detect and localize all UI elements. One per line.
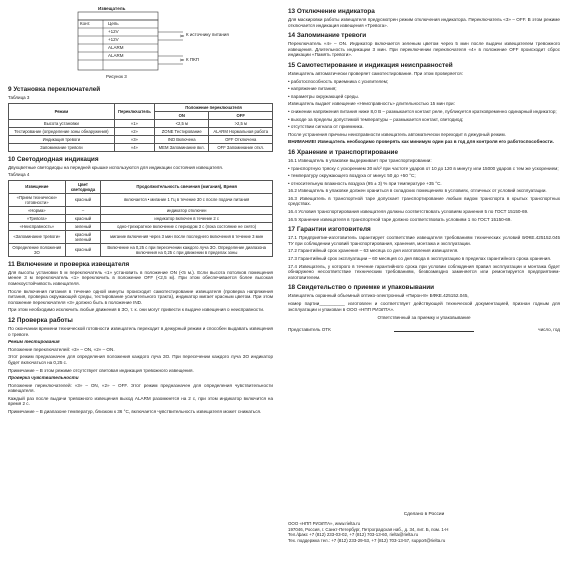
section-10-title: 10 Светодиодная индикация — [8, 155, 99, 163]
paragraph: Примечание – В этом режиме отсутствует световая индикация тревожного извещения. — [8, 367, 194, 373]
footer — [288, 512, 560, 543]
subheading: Режим тестирования — [8, 339, 60, 345]
signature-row — [288, 327, 560, 333]
paragraph: 16.5 Хранение извещателя в транспортной таре должно соответствовать условиям 1 по ГОСТ 15150-69. — [288, 216, 512, 222]
section-9-title: 9 Установка переключателей — [8, 86, 101, 93]
table-header: Продолжительность свечения (мигания), Время — [101, 180, 273, 193]
table-row — [9, 135, 273, 143]
footer-line: 197046, Россия, г. Санкт-Петербург, Петроградская наб., д. 34, лит. Б, пом. 1-Н — [288, 526, 449, 532]
section-16-title: 16 Хранение и транспортирование — [288, 148, 399, 156]
paragraph: 17.4 Извещатель, у которого в течение гарантийного срока при условии соблюдения правил эксплуатации и монтажа будет обнаружено несоответствие техническим требованиям, безвозмездно заменяется или ремонтируется предприятием-изготовителем. — [288, 263, 560, 280]
table-cell: красный — [65, 243, 101, 256]
paragraph: Этот режим предназначен для определения положения каждого луча ЗО. При пересечении каждого луча ЗО индикатор будет включаться на 0,25 с. — [8, 354, 273, 365]
table-row — [9, 206, 273, 214]
paragraph: номер партии__________ изготовлен и соответствует действующей технической документацией, признан годным для эксплуатации и упакован в ООО «НПП РИЭЛТА». — [288, 301, 560, 312]
table-cell: Определение положения ЗО — [9, 243, 66, 256]
table-cell: красный — [65, 214, 101, 222]
schematic-label: ALARM — [108, 53, 124, 58]
paragraph: После устранения причины неисправности извещатель автоматически переходит в дежурный режим. — [288, 131, 506, 137]
table-cell: красный — [65, 193, 101, 206]
paragraph: Переключатель «4» – ON. Индикатор включается зеленым цветом через 5 мин после выдачи извещателем тревожного извещения. Длительность индикации 3 мин. При переключении переключателя «4» в положение OFF происходит сброс индикации «Память тревоги». — [288, 41, 560, 58]
paragraph: 16.2 Извещатель в упаковке должен храниться в складских помещениях в условиях, отличных от условий эксплуатации. — [288, 188, 547, 194]
subheading: Проверка чувствительности — [8, 375, 79, 381]
table-row — [9, 243, 273, 256]
otk-label: Представитель ОТК — [288, 326, 331, 332]
table-cell: «1» — [114, 119, 154, 127]
table-3-caption: Таблица 3 — [8, 95, 30, 100]
paragraph: 17.3 Гарантийный срок эксплуатации – 60 месяцев со дня ввода в эксплуатацию в пределах гарантийного срока хранения. — [288, 256, 552, 262]
table-header: Положение переключателя — [155, 103, 273, 111]
list-item: • параметры окружающей среды. — [288, 93, 360, 99]
table-cell: «Тревога» — [9, 214, 66, 222]
signature-line — [394, 327, 474, 333]
list-item: • относительную влажность воздуха (95 ± 3) % при температуре +35 °С. — [288, 180, 442, 186]
table-header: Извещение — [9, 180, 66, 193]
table-cell: Включение на 0,25 с при пересечении каждого луча ЗО. Определение диапазона включения на 0,25 с при движении в пределах зоны — [101, 243, 273, 256]
table-cell: Индикация тревоги — [9, 135, 115, 143]
paragraph: 16.1 Извещатель в упаковке выдерживает при транспортировании: — [288, 157, 432, 163]
warning-text: ВНИМАНИЕ! Извещатель необходимо проверять как минимум один раз в год для контроля его работоспособности. — [288, 139, 554, 145]
table-cell: мигание включения через 3 мин после последнего включения в течение 3 мин — [101, 230, 273, 243]
paragraph: 17.1 Предприятие-изготовитель гарантирует соответствие извещателя требованиям технических условий БФКЕ.425152.045 ТУ при соблюдении условий транспортирования, хранения, монтажа и эксплуатации. — [288, 235, 560, 246]
paragraph: 16.3 Извещатель в транспортной таре допускает транспортирование любым видом транспорта в крытых транспортных средствах. — [288, 195, 560, 207]
figure-caption: Рисунок 3 — [106, 74, 127, 79]
table-cell: красный зеленый — [65, 230, 101, 243]
schematic-label: Конт. — [80, 21, 91, 26]
table-cell: IND Включена — [155, 135, 209, 143]
table-row — [9, 214, 273, 222]
table-header: Переключатель — [114, 103, 154, 119]
table-cell: «Неисправность» — [9, 222, 66, 230]
left-column — [8, 8, 273, 417]
paragraph: Положение переключателей: «3» – ON, «2» – OFF. Этот режим предназначен для определения чувствительности извещателя. — [8, 382, 273, 394]
table-cell: Высота установки — [9, 119, 115, 127]
table-header: Цвет светодиода — [65, 180, 101, 193]
table-cell: включается • мигание 1 Гц в течение 30 с после подачи питания — [101, 193, 273, 206]
section-15-title: 15 Самотестирование и индикация неисправностей — [288, 61, 453, 69]
wiring-schematic — [68, 6, 248, 80]
paragraph: Извещатель автоматически проверяет самотестирование. При этом проверяется: — [288, 70, 463, 76]
led-table — [8, 180, 273, 257]
list-item: • выходе за пределы допустимой температуры – размыкается контакт, светодиод; — [288, 116, 464, 122]
table-cell: «Прием технически» готовности» — [9, 193, 66, 206]
table-row — [9, 222, 273, 230]
table-cell: одно-трехкратное включение с периодом 3 с (пока состояние не снято) — [101, 222, 273, 230]
table-row — [9, 119, 273, 127]
paragraph: При этом необходимо исключить любые движения в ЗО, т. к. они могут привести к выдаче извещения о неисправности. — [8, 307, 265, 313]
switch-table — [8, 103, 273, 152]
footer-line: Тех. поддержка тел.: +7 (812) 233-29-53, +7 (812) 703-13-57, support@rielta.ru — [288, 537, 446, 543]
date-label: число, год — [538, 326, 560, 332]
table-header: ON — [155, 111, 209, 119]
schematic-label: ALARM — [108, 45, 124, 50]
paragraph: Положение переключателей: «3» – ON, «2» – ON. — [8, 346, 115, 352]
schematic-label: +12V — [108, 37, 119, 42]
table-row — [9, 193, 273, 206]
table-cell: «3» — [114, 135, 154, 143]
paragraph: По окончании времени технической готовности извещатель переходит в дежурный режим и способен выдавать извещения о тревоге. — [8, 325, 273, 337]
list-item: • отсутствии сигнала от приемника. — [288, 124, 364, 130]
paragraph: После включения питания в течение одной минуты происходит самотестирование извещателя (проверка напряжения питания, проверка окружающей среды, тестирование усилительного тракта), индикатор мигает красным цветом. При этом положение переключателя «3» должно быть в положение IND. — [8, 288, 273, 305]
paragraph: 16.4 Условия транспортирования извещателя должны соответствовать условиям хранения 5 по ГОСТ 15150-69. — [288, 209, 529, 215]
table-cell: индикатор включен в течение 2 с — [101, 214, 273, 222]
table-cell: MEM Запоминание вкл. — [155, 143, 209, 151]
schematic-label: +12V — [108, 29, 119, 34]
table-cell: ALARM Нормальная работа — [209, 127, 273, 135]
paragraph: Извещатель охранный объемный оптико-электронный «Пирон-8» БФКЕ.425152.045, — [288, 293, 469, 299]
footer-line: ООО «НПП РИЭЛТА», www.rielta.ru — [288, 521, 361, 527]
right-column — [288, 8, 560, 332]
table-cell: «Норма» — [9, 206, 66, 214]
section-18-title: 18 Свидетельство о приемке и упаковывании — [288, 284, 435, 292]
table-cell: >2,5 м — [209, 119, 273, 127]
table-cell: зеленый — [65, 222, 101, 230]
table-cell: <2,5 м — [155, 119, 209, 127]
table-row — [9, 127, 273, 135]
acceptance-label: Ответственный за приемку и упаковывание — [377, 315, 471, 321]
list-item: • работоспособность приемника с усилителем; — [288, 78, 389, 84]
table-header: OFF — [209, 111, 273, 119]
schematic-title: Извещатель — [98, 6, 126, 11]
section-13-title: 13 Отключение индикатора — [288, 8, 375, 15]
table-row — [9, 230, 273, 243]
schematic-label: Цепь — [108, 21, 119, 26]
table-row — [9, 143, 273, 151]
schematic-drawing — [68, 10, 248, 80]
list-item: • снижении напряжения питания ниже 8,0 В – размыкается контакт реле, публикуется кратковременно одинарный индикатор; — [288, 108, 557, 114]
table-cell: «2» — [114, 127, 154, 135]
table-cell: ZONE Тестирование — [155, 127, 209, 135]
table-cell: – — [65, 206, 101, 214]
table-cell: Запоминание тревоги — [9, 143, 115, 151]
section-10-text: Двухцветные светодиоды на передней крышке используются для индикации состояния извещателя. — [8, 164, 224, 170]
table-cell: «4» — [114, 143, 154, 151]
paragraph: Извещатель выдает извещение «Неисправность» длительностью 15 мин при: — [288, 101, 455, 107]
paragraph: Для высоты установки 5 м переключатель «1» установить в положение ON (<5 м.). Если высота потолков помещения менее 3 м переключатель «1» переключить в положение OFF (<2,5 м). При этом обеспечивается более высокая помехоустойчивость извещателя. — [8, 269, 273, 286]
paragraph: Примечание – В диапазоне температур, близком к 36 °С, включается чувствительность извещателя может снижаться. — [8, 409, 262, 415]
list-item: • транспортную тряску с ускорением 30 м/с² при частоте ударов от 10 до 120 в минуту или 15000 ударов с тем же ускорением; — [288, 165, 559, 171]
table-cell: индикатор отключен — [101, 206, 273, 214]
paragraph: Каждый раз после выдачи тревожного извещения выход ALARM разомкнется на 2 с, при этом индикатор включится на время 2 с. — [8, 395, 273, 407]
table-header: Режим — [9, 103, 115, 119]
section-14-title: 14 Запоминание тревоги — [288, 32, 367, 40]
section-17-title: 17 Гарантии изготовителя — [288, 226, 371, 234]
list-item: • температуру окружающего воздуха от минус 50 до +50 °С; — [288, 173, 416, 179]
table-cell: OFF Запоминание откл. — [209, 143, 273, 151]
schematic-out-power: К источнику питания — [186, 32, 229, 37]
table-4-caption: Таблица 4 — [8, 172, 30, 178]
table-cell: OFF Отключена — [209, 135, 273, 143]
section-12-title: 12 Проверка работы — [8, 316, 73, 324]
schematic-out-ppk: К ПКП — [186, 57, 199, 62]
paragraph: Для маскировки работы извещателя предусмотрен режим отключения индикатора. Переключатель «3» – OFF. В этом режиме отключается индикация извещения «Тревога». — [288, 17, 560, 28]
section-11-title: 11 Включение и проверка извещателя — [8, 260, 130, 268]
paragraph: 17.2 Гарантийный срок хранения – 63 месяца со дня изготовления извещателя. — [288, 248, 459, 254]
table-cell: Тестирование (определение зоны обнаружения) — [9, 127, 115, 135]
footer-line: Тел./факс +7 (812) 233-03-02, +7 (812) 703-13-60, rielta@rielta.ru — [288, 532, 419, 538]
list-item: • напряжение питания; — [288, 86, 337, 92]
made-in-russia: Сделано в России — [403, 512, 445, 517]
table-cell: «Запоминание тревоги» — [9, 230, 66, 243]
